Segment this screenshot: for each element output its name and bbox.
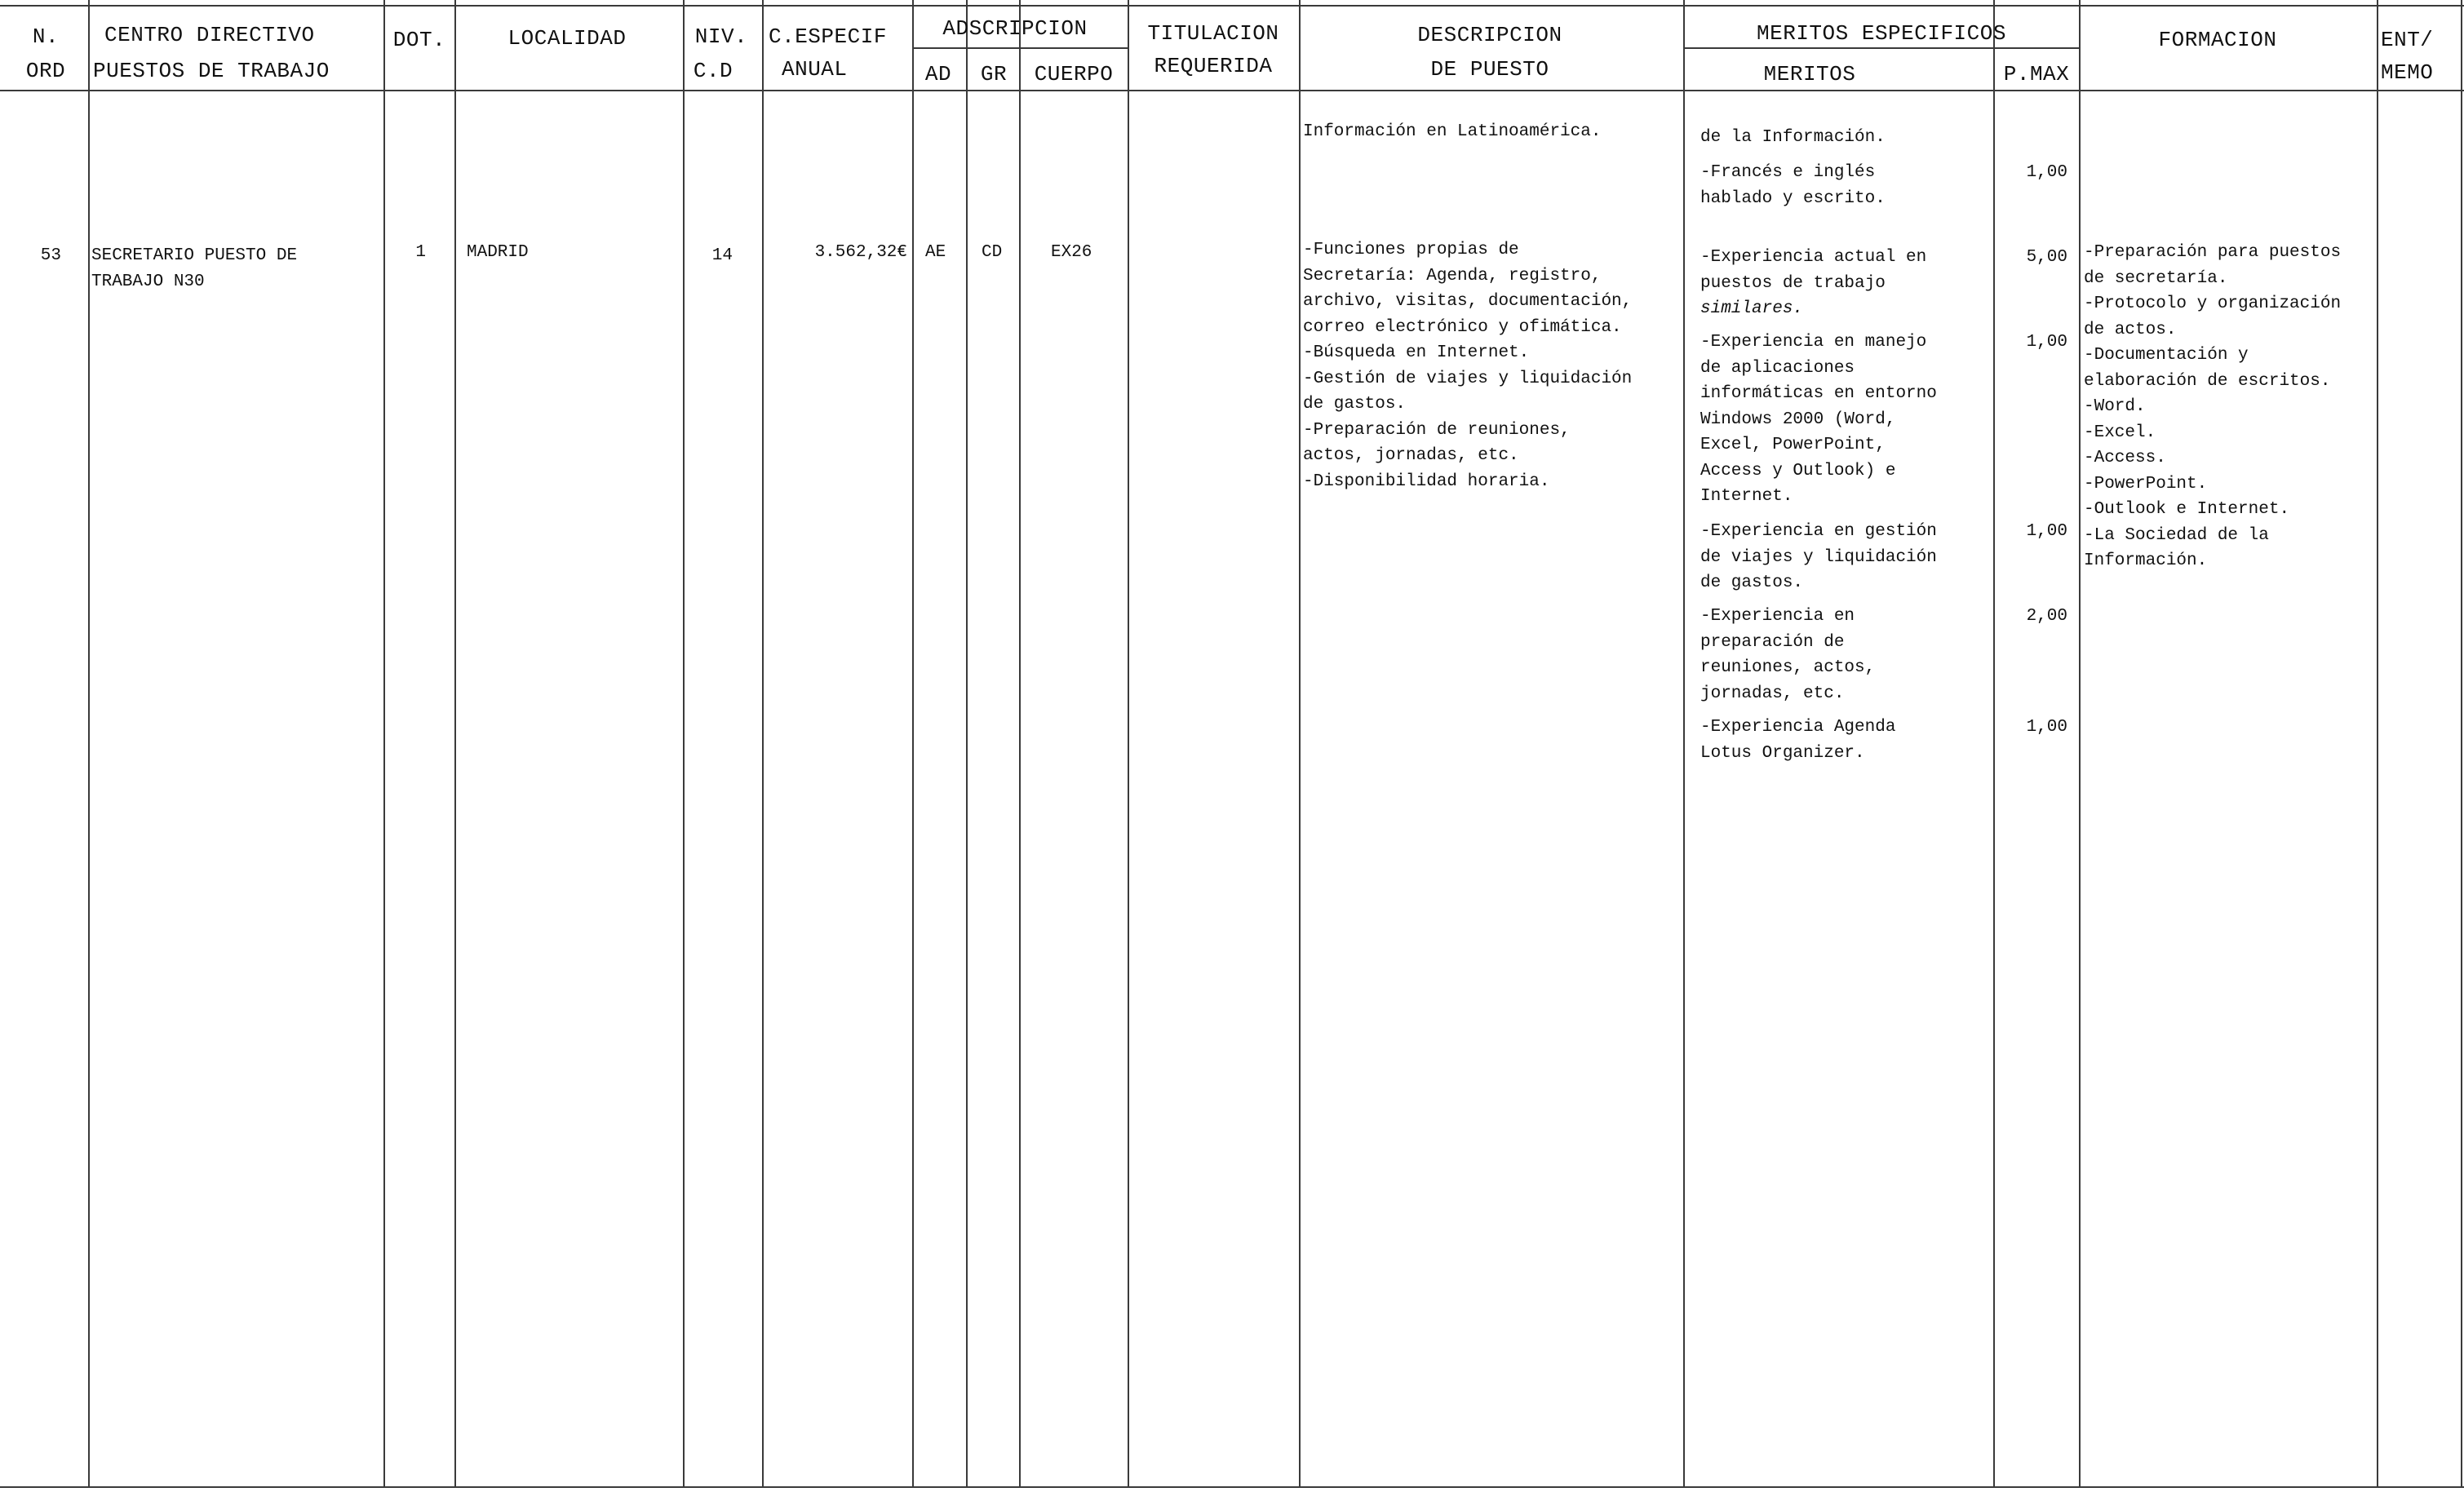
row-cuerpo: EX26 [1051,243,1092,262]
row-localidad: MADRID [467,243,529,262]
header-ad: AD [924,62,952,86]
header-centro-directivo: CENTRO DIRECTIVO [104,23,315,47]
row-c-especif: 3.562,32€ [814,243,907,262]
merit-text: -Experiencia actual en puestos de trabajo [1700,248,1927,293]
header-localidad: LOCALIDAD [507,26,627,51]
header-meritos-especificos: MERITOS ESPECIFICOS [1757,21,2006,46]
header-niv: NIV. [694,24,748,49]
header-requerida: REQUERIDA [1154,54,1273,78]
col-line-2 [383,0,385,1488]
header-ord: ORD [25,59,66,83]
header-titulacion: TITULACION [1147,21,1279,46]
continuation-meritos: de la Información. [1700,128,1886,147]
merit-points: 1,00 [2026,718,2067,737]
meritos-divider [1683,47,2079,49]
header-descripcion: DESCRIPCION [1417,23,1562,47]
merit-text: -Experiencia Agenda Lotus Organizer. [1700,718,1896,763]
row-descripcion: -Funciones propias de Secretaría: Agenda, registro, archivo, visitas, documentación, correo electrónico y ofimática. -Búsqueda en Internet. -Gestión de viajes y liquidación de gastos. -Preparación de reuniones, actos, jornadas, etc. -Disponibilidad horaria. [1303,241,1633,491]
col-line-7 [966,0,968,1488]
col-line-5 [762,0,764,1488]
col-line-10 [1299,0,1301,1488]
header-ent: ENT/ [2381,28,2434,52]
col-line-3 [454,0,456,1488]
header-cuerpo: CUERPO [1034,62,1114,86]
table-top-border [0,5,2464,7]
col-line-13 [2079,0,2081,1488]
header-puestos-de-trabajo: PUESTOS DE TRABAJO [93,59,330,83]
merit-points: 1,00 [2026,333,2067,352]
col-line-6 [912,0,914,1488]
row-puesto: SECRETARIO PUESTO DE TRABAJO N30 [91,246,298,291]
merit-points: 5,00 [2026,248,2067,267]
header-formacion: FORMACION [2158,28,2277,52]
header-adscripcion: ADSCRIPCION [942,16,1088,41]
col-line-8 [1019,0,1021,1488]
row-n-ord: 53 [40,246,61,265]
header-gr: GR [980,62,1008,86]
col-line-12 [1993,0,1995,1488]
continuation-merit-text: -Francés e inglés hablado y escrito. [1700,163,1886,208]
header-dot: DOT. [392,28,446,52]
col-line-right [2461,0,2462,1488]
row-niv: 14 [711,246,733,265]
merit-points: 2,00 [2026,607,2067,626]
header-c-especif: C.ESPECIF [769,24,887,49]
header-bottom-border [0,90,2464,91]
header-cd: C.D [693,59,733,83]
header-de-puesto: DE PUESTO [1430,57,1549,82]
merit-points: 1,00 [2026,522,2067,541]
header-n: N. [32,24,60,49]
col-line-14 [2377,0,2378,1488]
col-line-1 [88,0,90,1488]
merit-text: -Experiencia en preparación de reuniones, actos, jornadas, etc. [1700,607,1876,703]
col-line-11 [1683,0,1685,1488]
merit-text: -Experiencia en gestión de viajes y liquidación de gastos. [1700,522,1937,592]
row-formacion: -Preparación para puestos de secretaría. -Protocolo y organización de actos. -Documentación y elaboración de escritos. -Word. -Excel. -Access. -PowerPoint. -Outlook e Internet. -La Sociedad de la Información. [2084,243,2342,570]
row-dot: 1 [415,243,426,262]
col-line-9 [1128,0,1129,1488]
header-meritos: MERITOS [1763,62,1856,86]
col-line-4 [683,0,685,1488]
row-ad: AE [925,243,946,262]
continuation-merit-points: 1,00 [2026,163,2067,182]
header-p-max: P.MAX [2003,62,2070,86]
continuation-descripcion: Información en Latinoamérica. [1303,122,1602,141]
merit-emphasis: similares. [1700,299,1804,318]
merit-text: -Experiencia en manejo de aplicaciones informáticas en entorno Windows 2000 (Word, Excel, PowerPoint, Access y Outlook) e Internet. [1700,333,1937,506]
row-gr: CD [982,243,1003,262]
header-memo: MEMO [2381,60,2434,85]
table-bottom-border [0,1486,2464,1488]
header-anual: ANUAL [782,57,848,82]
